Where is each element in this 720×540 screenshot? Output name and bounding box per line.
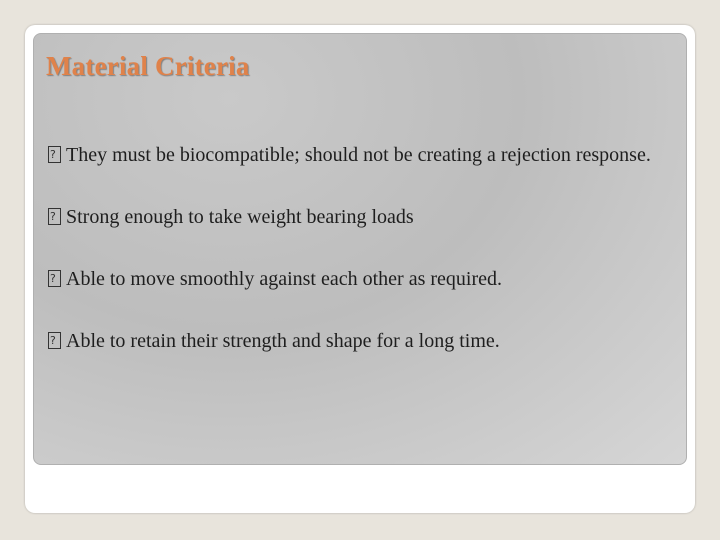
bullet-box-icon xyxy=(48,270,61,287)
bullet-text: They must be biocompatible; should not be creating a rejection response. xyxy=(66,144,651,166)
bullet-box-icon xyxy=(48,208,61,225)
content-panel xyxy=(33,33,687,465)
bullet-box-icon xyxy=(48,146,61,163)
bullet-item xyxy=(48,328,668,354)
bullet-box-icon xyxy=(48,332,61,349)
slide-title: Material Criteria xyxy=(46,51,250,81)
bullet-text: Able to move smoothly against each other as required. xyxy=(66,268,502,290)
slide-frame xyxy=(25,25,695,513)
bullet-item xyxy=(48,204,668,230)
bullet-item xyxy=(48,142,668,168)
bullet-text: Able to retain their strength and shape for a long time. xyxy=(66,330,500,352)
bullet-item xyxy=(48,266,668,292)
bullet-list xyxy=(48,142,668,354)
bullet-text: Strong enough to take weight bearing loads xyxy=(66,206,414,228)
